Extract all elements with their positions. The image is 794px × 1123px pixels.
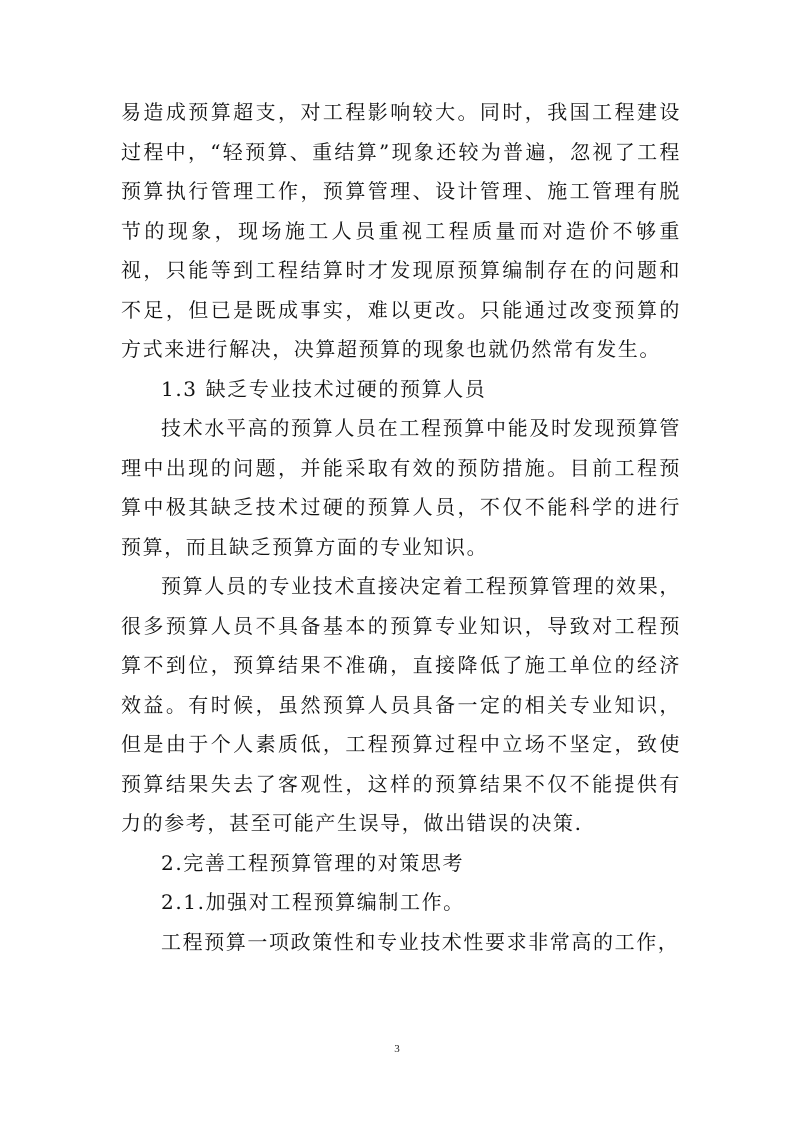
paragraph: 预算人员的专业技术直接决定着工程预算管理的效果，很多预算人员不具备基本的预算专业知识，导致对工程预算不到位，预算结果不准确，直接降低了施工单位的经济效益。有时候，虽然预算人员具备一定的相关专业知识，但是由于个人素质低，工程预算过程中立场不坚定，致使预算结果失去了客观性，这样的预算结果不仅不能提供有力的参考，甚至可能产生误导，做出错误的决策. (121, 574, 681, 835)
page-number: 3 (394, 1043, 400, 1055)
paragraph-continuation: 易造成预算超支，对工程影响较大。同时，我国工程建设过程中，“轻预算、重结算”现象还较为普遍，忽视了工程预算执行管理工作，预算管理、设计管理、施工管理有脱节的现象，现场施工人员重视工程质量而对造价不够重视，只能等到工程结算时才发现原预算编制存在的问题和不足，但已是既成事实，难以更改。只能通过改变预算的方式来进行解决，决算超预算的现象也就仍然常有发生。 (121, 100, 681, 361)
section-heading-1-3: 1.3 缺乏专业技术过硬的预算人员 (161, 376, 487, 401)
body-text (121, 93, 681, 962)
section-heading-2-1: 2.1.加强对工程预算编制工作。 (161, 890, 465, 914)
section-heading-2: 2.完善工程预算管理的对策思考 (161, 850, 465, 875)
paragraph: 工程预算一项政策性和专业技术性要求非常高的工作， (161, 929, 680, 954)
paragraph: 技术水平高的预算人员在工程预算中能及时发现预算管理中出现的问题，并能采取有效的预防措施。目前工程预算中极其缺乏技术过硬的预算人员，不仅不能科学的进行预算，而且缺乏预算方面的专业知识。 (121, 416, 681, 559)
